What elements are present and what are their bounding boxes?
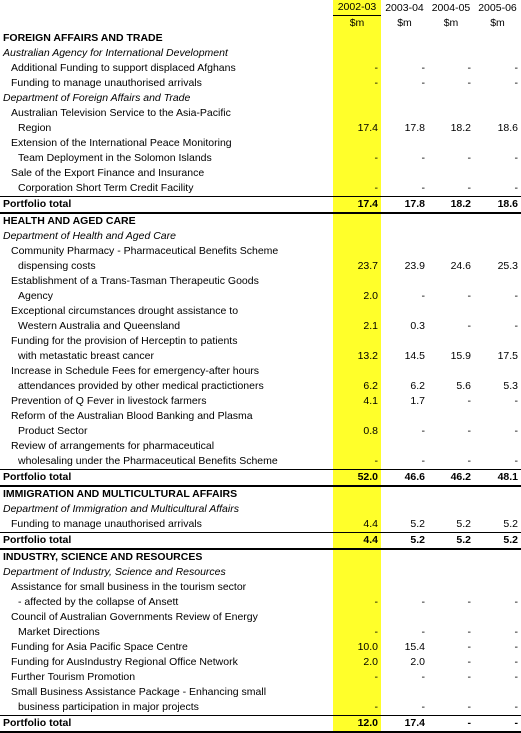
value-cell: -	[467, 395, 471, 407]
value-cell	[474, 136, 521, 151]
value-cell: 18.6	[497, 122, 518, 134]
value-cell	[474, 364, 521, 379]
value-cell: 10.0	[357, 641, 378, 653]
value-cell	[428, 304, 474, 319]
table-row	[0, 61, 521, 76]
table-row	[0, 700, 521, 716]
row-label: Extension of the International Peace Monitoring	[11, 137, 232, 149]
value-cell: 5.2	[428, 533, 474, 550]
department-heading-row	[0, 502, 521, 517]
header-unit: $m	[443, 17, 459, 29]
value-cell: -	[467, 596, 471, 608]
department-heading-row	[0, 91, 521, 106]
table-row	[0, 640, 521, 655]
value-cell	[474, 486, 521, 502]
value-cell	[381, 439, 428, 454]
value-cell	[381, 46, 428, 61]
value-cell: 12.0	[333, 716, 381, 733]
value-cell: 18.2	[428, 197, 474, 214]
row-label: Australian Television Service to the Asia-Pacific	[11, 107, 231, 119]
value-cell	[381, 502, 428, 517]
portfolio-heading-row	[0, 549, 521, 565]
value-cell: 5.2	[381, 533, 428, 550]
value-cell: 0.3	[410, 320, 425, 332]
value-cell: -	[374, 152, 378, 164]
value-cell	[428, 31, 474, 46]
row-label: INDUSTRY, SCIENCE AND RESOURCES	[3, 551, 203, 563]
portfolio-heading-row	[0, 213, 521, 229]
value-cell	[428, 486, 474, 502]
value-cell: 15.4	[404, 641, 425, 653]
value-cell: -	[374, 626, 378, 638]
value-cell: -	[467, 290, 471, 302]
row-label: Department of Immigration and Multicultural Affairs	[3, 503, 239, 515]
table-row	[0, 409, 521, 424]
row-label: Council of Australian Governments Review of Energy	[11, 611, 258, 623]
value-cell: -	[514, 395, 518, 407]
value-cell: -	[467, 425, 471, 437]
value-cell: 18.6	[474, 197, 521, 214]
department-heading-row	[0, 46, 521, 61]
row-label: Community Pharmacy - Pharmaceutical Benefits Scheme	[11, 245, 279, 257]
value-cell	[428, 565, 474, 580]
row-label: Agency	[18, 290, 54, 302]
value-cell: -	[421, 290, 425, 302]
value-cell	[474, 610, 521, 625]
table-row	[0, 424, 521, 439]
value-cell	[474, 46, 521, 61]
row-label: with metastatic breast cancer	[18, 350, 154, 362]
value-cell: 5.2	[456, 518, 471, 530]
value-cell: 5.2	[503, 518, 518, 530]
value-cell	[428, 364, 474, 379]
value-cell: 15.9	[450, 350, 471, 362]
value-cell	[333, 213, 381, 229]
value-cell: -	[421, 671, 425, 683]
row-label: wholesaling under the Pharmaceutical Benefits Scheme	[18, 455, 278, 467]
row-label: Region	[18, 122, 52, 134]
row-label: Funding to manage unauthorised arrivals	[11, 518, 202, 530]
row-label: Australian Agency for International Development	[3, 47, 228, 59]
portfolio-total-row	[0, 197, 521, 214]
value-cell	[381, 334, 428, 349]
table-row	[0, 610, 521, 625]
value-cell	[333, 304, 381, 319]
table-row	[0, 685, 521, 700]
value-cell	[381, 610, 428, 625]
value-cell	[333, 486, 381, 502]
table-row	[0, 439, 521, 454]
value-cell	[381, 31, 428, 46]
value-cell: 5.3	[503, 380, 518, 392]
value-cell: -	[421, 701, 425, 713]
header-unit: $m	[397, 17, 412, 29]
value-cell	[381, 136, 428, 151]
value-cell	[474, 213, 521, 229]
value-cell: -	[514, 62, 518, 74]
value-cell: -	[467, 656, 471, 668]
row-label: Establishment of a Trans-Tasman Therapeutic Goods	[11, 275, 259, 287]
value-cell: -	[514, 77, 518, 89]
value-cell	[381, 229, 428, 244]
value-cell: -	[514, 701, 518, 713]
portfolio-heading-row	[0, 31, 521, 46]
table-row	[0, 319, 521, 334]
row-label: Product Sector	[18, 425, 88, 437]
value-cell	[428, 244, 474, 259]
value-cell: 17.4	[333, 197, 381, 214]
value-cell	[428, 274, 474, 289]
value-cell	[474, 106, 521, 121]
value-cell	[474, 274, 521, 289]
value-cell: 52.0	[333, 470, 381, 487]
portfolio-total-row	[0, 533, 521, 550]
value-cell: -	[467, 455, 471, 467]
value-cell	[333, 610, 381, 625]
value-cell	[333, 31, 381, 46]
value-cell: 46.2	[428, 470, 474, 487]
value-cell: 17.4	[381, 716, 428, 733]
value-cell: -	[467, 626, 471, 638]
table-row	[0, 259, 521, 274]
row-label: HEALTH AND AGED CARE	[3, 215, 136, 227]
value-cell: 5.2	[474, 533, 521, 550]
header-blank	[0, 0, 333, 16]
row-label: Portfolio total	[0, 470, 333, 487]
value-cell: 18.2	[450, 122, 471, 134]
row-label: Portfolio total	[0, 197, 333, 214]
value-cell	[428, 685, 474, 700]
value-cell	[333, 244, 381, 259]
value-cell: 14.5	[404, 350, 425, 362]
value-cell: 24.6	[450, 260, 471, 272]
value-cell	[333, 409, 381, 424]
value-cell	[474, 334, 521, 349]
value-cell	[428, 166, 474, 181]
value-cell: 17.5	[497, 350, 518, 362]
department-heading-row	[0, 565, 521, 580]
value-cell	[474, 91, 521, 106]
row-label: Exceptional circumstances drought assistance to	[11, 305, 239, 317]
value-cell: -	[467, 77, 471, 89]
value-cell	[428, 580, 474, 595]
table-row	[0, 106, 521, 121]
value-cell	[333, 136, 381, 151]
table-row	[0, 517, 521, 533]
value-cell	[474, 304, 521, 319]
value-cell: 23.7	[357, 260, 378, 272]
row-label: IMMIGRATION AND MULTICULTURAL AFFAIRS	[3, 488, 238, 500]
value-cell: 2.0	[363, 290, 378, 302]
value-cell	[428, 91, 474, 106]
row-label: Additional Funding to support displaced Afghans	[11, 62, 236, 74]
row-label: Funding for Asia Pacific Space Centre	[11, 641, 188, 653]
value-cell: 25.3	[497, 260, 518, 272]
header-year: 2005-06	[478, 1, 517, 14]
header-year: 2002-03	[333, 0, 381, 16]
table-row	[0, 304, 521, 319]
row-label: Funding for the provision of Herceptin to patients	[11, 335, 238, 347]
value-cell: -	[514, 182, 518, 194]
value-cell	[474, 549, 521, 565]
table-row	[0, 655, 521, 670]
value-cell	[474, 580, 521, 595]
value-cell	[333, 565, 381, 580]
value-cell: -	[421, 626, 425, 638]
row-label: Increase in Schedule Fees for emergency-after hours	[11, 365, 260, 377]
value-cell: -	[421, 152, 425, 164]
value-cell: -	[374, 182, 378, 194]
row-label: dispensing costs	[18, 260, 96, 272]
value-cell	[333, 439, 381, 454]
value-cell	[428, 106, 474, 121]
value-cell	[381, 486, 428, 502]
table-row	[0, 121, 521, 136]
row-label: Market Directions	[18, 626, 100, 638]
value-cell: 2.0	[363, 656, 378, 668]
value-cell	[474, 244, 521, 259]
row-label: business participation in major projects	[18, 701, 199, 713]
header-years-row	[0, 0, 521, 16]
value-cell: 4.4	[333, 533, 381, 550]
table-row	[0, 334, 521, 349]
value-cell: -	[421, 77, 425, 89]
value-cell	[428, 439, 474, 454]
table-row	[0, 181, 521, 197]
table-row	[0, 166, 521, 181]
value-cell: -	[514, 626, 518, 638]
value-cell: -	[374, 671, 378, 683]
header-unit: $m	[349, 17, 365, 29]
value-cell	[333, 334, 381, 349]
value-cell: -	[467, 62, 471, 74]
value-cell: -	[467, 701, 471, 713]
value-cell: 23.9	[404, 260, 425, 272]
row-label: Reform of the Australian Blood Banking and Plasma	[11, 410, 253, 422]
value-cell: 48.1	[474, 470, 521, 487]
row-label: Corporation Short Term Credit Facility	[18, 182, 194, 194]
value-cell: -	[467, 671, 471, 683]
department-heading-row	[0, 229, 521, 244]
value-cell	[333, 685, 381, 700]
row-label: Funding to manage unauthorised arrivals	[11, 77, 202, 89]
value-cell: -	[467, 152, 471, 164]
value-cell: 13.2	[357, 350, 378, 362]
value-cell	[428, 229, 474, 244]
table-row	[0, 454, 521, 470]
value-cell	[474, 31, 521, 46]
header-blank	[0, 16, 333, 32]
value-cell	[381, 166, 428, 181]
value-cell: 2.0	[410, 656, 425, 668]
value-cell: 1.7	[410, 395, 425, 407]
row-label: Department of Industry, Science and Resources	[3, 566, 226, 578]
row-label: Funding for AusIndustry Regional Office Network	[11, 656, 238, 668]
value-cell: -	[474, 716, 521, 733]
value-cell: 4.4	[363, 518, 378, 530]
header-unit: $m	[490, 17, 505, 29]
value-cell: 5.2	[410, 518, 425, 530]
row-label: Portfolio total	[0, 716, 333, 733]
value-cell: -	[421, 62, 425, 74]
row-label: Portfolio total	[0, 533, 333, 550]
value-cell	[474, 502, 521, 517]
value-cell	[381, 580, 428, 595]
value-cell: 17.8	[404, 122, 425, 134]
value-cell	[381, 685, 428, 700]
row-label: Team Deployment in the Solomon Islands	[18, 152, 212, 164]
value-cell: -	[421, 425, 425, 437]
value-cell	[428, 502, 474, 517]
value-cell	[381, 364, 428, 379]
value-cell: -	[514, 656, 518, 668]
value-cell: -	[467, 182, 471, 194]
value-cell	[381, 213, 428, 229]
value-cell	[381, 91, 428, 106]
value-cell	[381, 565, 428, 580]
value-cell: -	[514, 671, 518, 683]
value-cell: -	[514, 596, 518, 608]
value-cell	[428, 334, 474, 349]
value-cell	[333, 502, 381, 517]
value-cell	[428, 409, 474, 424]
table-row	[0, 670, 521, 685]
value-cell: -	[374, 455, 378, 467]
header-year: 2003-04	[385, 1, 424, 14]
value-cell: -	[514, 641, 518, 653]
value-cell	[333, 580, 381, 595]
value-cell: 17.4	[357, 122, 378, 134]
table-row	[0, 349, 521, 364]
value-cell: 4.1	[363, 395, 378, 407]
value-cell: 6.2	[410, 380, 425, 392]
value-cell	[428, 610, 474, 625]
value-cell	[333, 166, 381, 181]
value-cell	[381, 409, 428, 424]
value-cell	[381, 549, 428, 565]
row-label: Assistance for small business in the tourism sector	[11, 581, 247, 593]
header-units-row	[0, 16, 521, 32]
value-cell	[333, 106, 381, 121]
value-cell	[381, 274, 428, 289]
value-cell: 0.8	[363, 425, 378, 437]
value-cell: -	[421, 455, 425, 467]
table-row	[0, 76, 521, 91]
value-cell: -	[514, 455, 518, 467]
value-cell	[474, 565, 521, 580]
value-cell	[333, 274, 381, 289]
value-cell: -	[428, 716, 474, 733]
value-cell: -	[467, 320, 471, 332]
row-label: attendances provided by other medical practictioners	[18, 380, 264, 392]
table-row	[0, 625, 521, 640]
value-cell: -	[374, 701, 378, 713]
row-label: Prevention of Q Fever in livestock farmers	[11, 395, 207, 407]
value-cell	[474, 409, 521, 424]
table-row	[0, 379, 521, 394]
value-cell: 6.2	[363, 380, 378, 392]
row-label: FOREIGN AFFAIRS AND TRADE	[3, 32, 163, 44]
value-cell	[381, 304, 428, 319]
value-cell	[428, 213, 474, 229]
table-row	[0, 244, 521, 259]
value-cell: -	[514, 290, 518, 302]
value-cell	[333, 364, 381, 379]
table-row	[0, 136, 521, 151]
value-cell: -	[421, 182, 425, 194]
value-cell	[333, 229, 381, 244]
value-cell	[474, 685, 521, 700]
row-label: Review of arrangements for pharmaceutical	[11, 440, 215, 452]
table-row	[0, 595, 521, 610]
value-cell	[333, 91, 381, 106]
row-label: Sale of the Export Finance and Insurance	[11, 167, 205, 179]
row-label: Further Tourism Promotion	[11, 671, 136, 683]
table-row	[0, 151, 521, 166]
portfolio-total-row	[0, 716, 521, 733]
value-cell	[474, 439, 521, 454]
value-cell	[474, 166, 521, 181]
value-cell	[428, 549, 474, 565]
value-cell: -	[514, 152, 518, 164]
value-cell	[428, 136, 474, 151]
value-cell: -	[374, 596, 378, 608]
value-cell: -	[374, 77, 378, 89]
value-cell	[333, 46, 381, 61]
row-label: Department of Health and Aged Care	[3, 230, 176, 242]
value-cell: -	[374, 62, 378, 74]
value-cell: -	[467, 641, 471, 653]
value-cell: 46.6	[381, 470, 428, 487]
table-row	[0, 580, 521, 595]
table-row	[0, 274, 521, 289]
table-row	[0, 289, 521, 304]
value-cell: 2.1	[363, 320, 378, 332]
table-row	[0, 394, 521, 409]
header-year: 2004-05	[431, 1, 471, 14]
row-label: Small Business Assistance Package - Enhancing small	[11, 686, 267, 698]
value-cell	[381, 106, 428, 121]
row-label: Western Australia and Queensland	[18, 320, 181, 332]
value-cell	[474, 229, 521, 244]
row-label: Department of Foreign Affairs and Trade	[3, 92, 191, 104]
value-cell: -	[514, 320, 518, 332]
value-cell: -	[421, 596, 425, 608]
value-cell	[333, 549, 381, 565]
value-cell: -	[514, 425, 518, 437]
value-cell: 17.8	[381, 197, 428, 214]
portfolio-heading-row	[0, 486, 521, 502]
value-cell: 5.6	[456, 380, 471, 392]
value-cell	[381, 244, 428, 259]
row-label: - affected by the collapse of Ansett	[18, 596, 179, 608]
table-row	[0, 364, 521, 379]
portfolio-total-row	[0, 470, 521, 487]
value-cell	[428, 46, 474, 61]
